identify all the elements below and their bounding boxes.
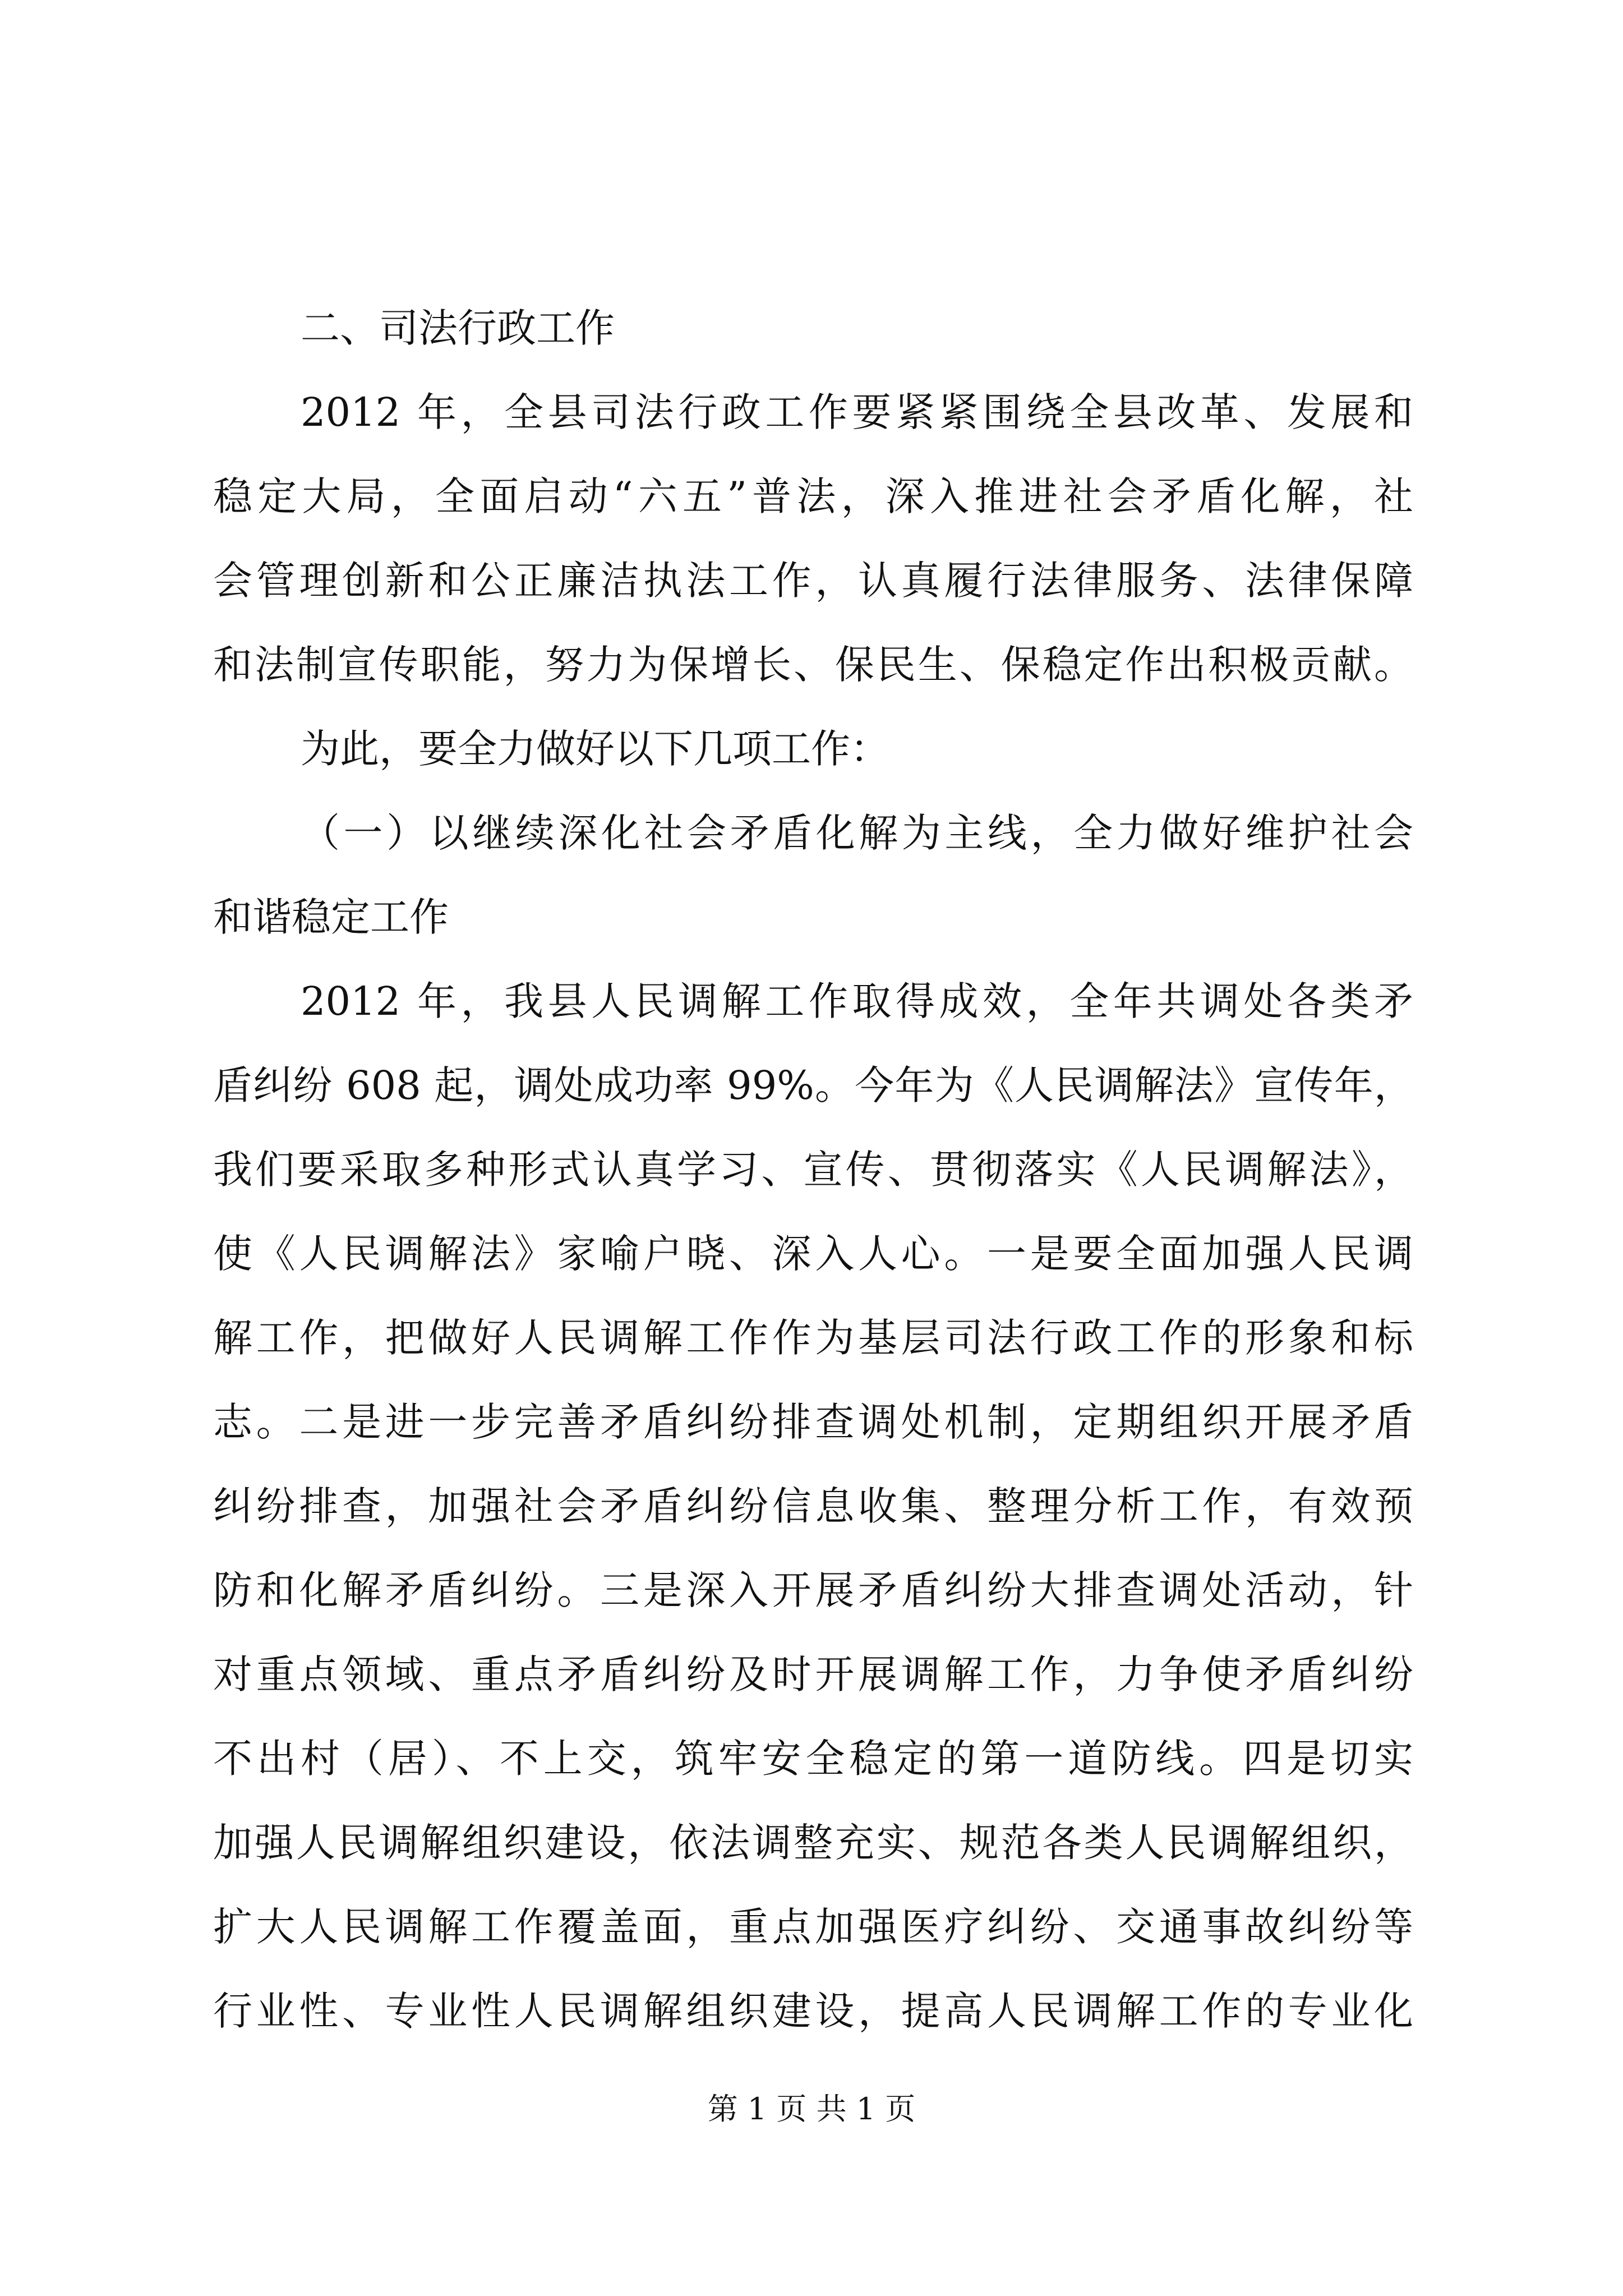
paragraph-line: 防和化解矛盾纠纷。三是深入开展矛盾纠纷大排查调处活动，针 (213, 1567, 1413, 1613)
paragraph-line: 2012 年，全县司法行政工作要紧紧围绕全县改革、发展和 (301, 389, 1413, 435)
document-body (213, 303, 1413, 2070)
section-heading: 二、司法行政工作 (301, 305, 615, 351)
paragraph-line: 为此，要全力做好以下几项工作： (301, 726, 889, 772)
paragraph-line: 我们要采取多种形式认真学习、宣传、贯彻落实《人民调解法》， (213, 1147, 1413, 1193)
paragraph-line: 使《人民调解法》家喻户晓、深入人心。一是要全面加强人民调 (213, 1231, 1413, 1277)
paragraph-line: 扩大人民调解工作覆盖面，重点加强医疗纠纷、交通事故纠纷等 (213, 1904, 1413, 1950)
paragraph-line: 不出村（居）、不上交，筑牢安全稳定的第一道防线。四是切实 (213, 1736, 1413, 1782)
paragraph-line: 解工作，把做好人民调解工作作为基层司法行政工作的形象和标 (213, 1315, 1413, 1361)
paragraph-line: 加强人民调解组织建设，依法调整充实、规范各类人民调解组织， (213, 1820, 1413, 1866)
paragraph-line: 盾纠纷 608 起，调处成功率 99%。今年为《人民调解法》宣传年， (213, 1062, 1413, 1108)
paragraph-line: 2012 年，我县人民调解工作取得成效，全年共调处各类矛 (301, 978, 1413, 1024)
paragraph-line: 志。二是进一步完善矛盾纠纷排查调处机制，定期组织开展矛盾 (213, 1399, 1413, 1445)
page-number-footer: 第 1 页 共 1 页 (707, 2091, 916, 2127)
subsection-heading: （一）以继续深化社会矛盾化解为主线，全力做好维护社会 (301, 810, 1413, 856)
paragraph-line: 稳定大局，全面启动“六五”普法，深入推进社会矛盾化解，社 (213, 473, 1413, 519)
paragraph-line: 对重点领域、重点矛盾纠纷及时开展调解工作，力争使矛盾纠纷 (213, 1651, 1413, 1697)
paragraph-line: 和法制宣传职能，努力为保增长、保民生、保稳定作出积极贡献。 (213, 642, 1413, 688)
paragraph-line: 会管理创新和公正廉洁执法工作，认真履行法律服务、法律保障 (213, 558, 1413, 604)
paragraph-line: 纠纷排查，加强社会矛盾纠纷信息收集、整理分析工作，有效预 (213, 1483, 1413, 1529)
subsection-heading: 和谐稳定工作 (213, 894, 449, 940)
paragraph-line: 行业性、专业性人民调解组织建设，提高人民调解工作的专业化 (213, 1988, 1413, 2034)
